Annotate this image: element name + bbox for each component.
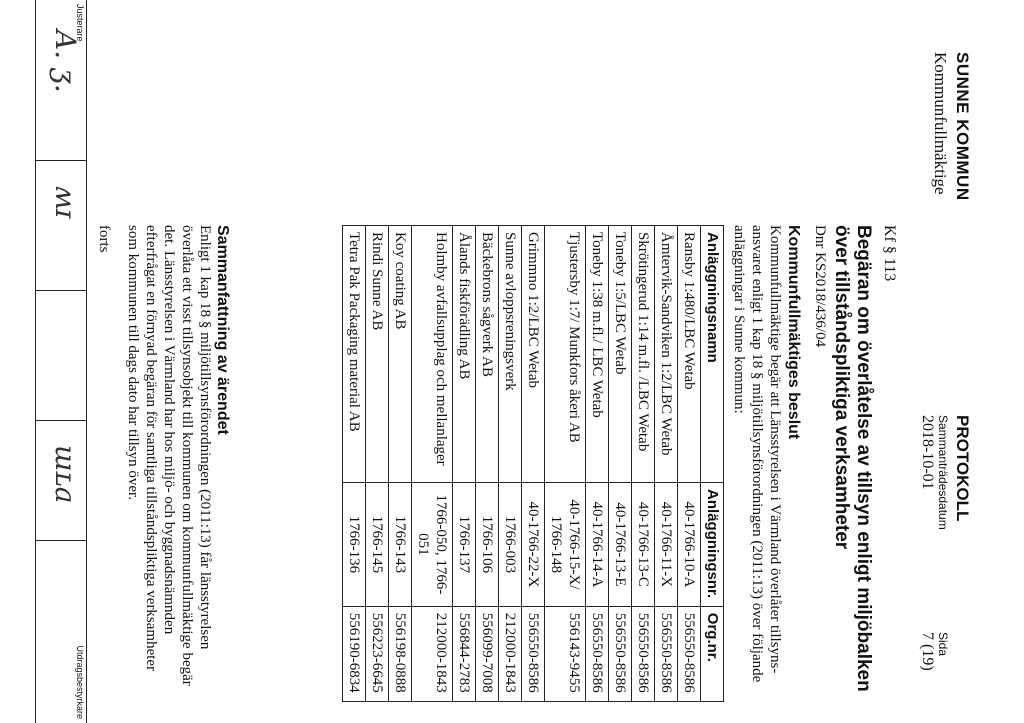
cell-facility-nr: 40-1766-11-X xyxy=(655,483,678,607)
page-title: Begäran om överlåtelse av tillsyn enligt miljöbalken över tillståndspliktiga verksamheter xyxy=(831,225,874,692)
cell-org-nr: 556550-8586 xyxy=(678,606,701,701)
cell-name: Bäckebrons sågverk AB xyxy=(476,226,499,483)
cell-name: Grimmno 1:2/LBC Wetab xyxy=(522,226,545,483)
cell-org-nr: 556223-6645 xyxy=(366,606,389,701)
cell-facility-nr: 1766-137 xyxy=(453,483,476,607)
cell-name: Ålands fiskförädling AB xyxy=(453,226,476,483)
cell-org-nr: 212000-1843 xyxy=(412,606,453,701)
cell-facility-nr: 1766-145 xyxy=(366,483,389,607)
org-name: SUNNE KOMMUN xyxy=(953,52,972,201)
signature-initials-4: ɯʟa xyxy=(49,445,82,504)
cell-facility-nr: 1766-003 xyxy=(499,483,522,607)
table-header-row xyxy=(701,226,724,702)
table-row xyxy=(522,226,545,702)
cell-org-nr: 556198-0888 xyxy=(389,606,412,701)
page-label: Sida xyxy=(936,632,950,657)
cell-name: Ransby 1:480/LBC Wetab xyxy=(678,226,701,483)
cell-org-nr: 556844-2783 xyxy=(453,606,476,701)
meeting-date: 2018-10-01 xyxy=(919,415,936,490)
facilities-table xyxy=(342,225,724,702)
col-header-name: Anläggningsnamn xyxy=(701,226,724,483)
cell-name: Åmtervik-Sandviken 1:2/LBC Wetab xyxy=(655,226,678,483)
table-row xyxy=(655,226,678,702)
cell-org-nr: 556550-8586 xyxy=(609,606,632,701)
cell-name: Tetra Pak Packaging material AB xyxy=(343,226,366,483)
decision-text: Kommunfullmäktige begär att Länsstyrelsen i Värmland överlåter tillsyns-ansvaret enligt 1 kap 18 § miljötillsynsförordningen (2011:13) över följande anläggningar i Sunne kommun: xyxy=(731,225,783,683)
cell-name: Toneby 1:38 m.fl./ LBC Wetab xyxy=(586,226,609,483)
table-row xyxy=(545,226,586,702)
cell-facility-nr: 40-1766-14-A xyxy=(586,483,609,607)
cell-facility-nr: 1766-143 xyxy=(389,483,412,607)
table-row xyxy=(343,226,366,702)
table-row xyxy=(453,226,476,702)
date-label: Sammanträdesdatum xyxy=(936,415,950,530)
cell-name: Rindi Sunne AB xyxy=(366,226,389,483)
table-row xyxy=(366,226,389,702)
table-row xyxy=(586,226,609,702)
cell-facility-nr: 1766-050, 1766-051 xyxy=(412,483,453,607)
diary-number: Dnr KS2018/436/04 xyxy=(812,225,828,348)
signature-box-2 xyxy=(36,160,86,291)
cell-name: Sunne avloppsreningsverk xyxy=(499,226,522,483)
cell-facility-nr: 40-1766-10-A xyxy=(678,483,701,607)
table-row xyxy=(632,226,655,702)
cell-org-nr: 556550-8586 xyxy=(522,606,545,701)
certifier-label: Utdragsbestyrkare xyxy=(75,645,85,719)
signature-box-4 xyxy=(36,420,86,541)
page-number: 7 (19) xyxy=(919,632,936,671)
cell-org-nr: 556550-8586 xyxy=(655,606,678,701)
signature-initials-2: ʍɪ xyxy=(49,185,82,218)
cell-name: Tjustersby 1:7/ Munkfors åkeri AB xyxy=(545,226,586,483)
paragraph-ref: Kf § 113 xyxy=(881,225,898,282)
cell-facility-nr: 40-1766-22-X xyxy=(522,483,545,607)
table-row xyxy=(412,226,453,702)
signer-label: Justerare xyxy=(75,4,85,42)
signature-box-3 xyxy=(36,290,86,421)
signature-strip xyxy=(35,0,87,723)
cell-name: Toneby 1:5/LBC Wetab xyxy=(609,226,632,483)
signature-initials-1: A. ʒ. xyxy=(49,30,82,93)
cell-org-nr: 556550-8586 xyxy=(632,606,655,701)
cell-name: Koy coating AB xyxy=(389,226,412,483)
decision-heading: Kommunfullmäktiges beslut xyxy=(785,225,802,440)
cell-org-nr: 556190-6834 xyxy=(343,606,366,701)
cell-name: Holmby avfallsupplag och mellanlager xyxy=(412,226,453,483)
table-row xyxy=(678,226,701,702)
table-body xyxy=(343,226,701,702)
cell-facility-nr: 40-1766-13-C xyxy=(632,483,655,607)
cell-facility-nr: 40-1766-13-E xyxy=(609,483,632,607)
cell-org-nr: 556143-9455 xyxy=(545,606,586,701)
signature-box-1 xyxy=(36,0,86,161)
cell-org-nr: 556550-8586 xyxy=(586,606,609,701)
col-header-org: Org.nr. xyxy=(701,606,724,701)
summary-text: Enligt 1 kap 18 § miljötillsynsförordningen (2011:13) får länsstyrelsen överlåta ett visst tillsynsobjekt till kommunen om kommunfullmäktige begär det. Länsstyrelsen i Värmland har hos miljö- och byggnadsnämnden efterfrågat en förnyad begäran för samtliga tillståndspliktiga verksamheter som kommunen till dags dato har tillsyn över. xyxy=(125,225,213,686)
signature-box-5 xyxy=(36,540,86,723)
org-body: Kommunfullmäktige xyxy=(931,52,950,195)
cell-org-nr: 212000-1843 xyxy=(499,606,522,701)
cell-facility-nr: 1766-136 xyxy=(343,483,366,607)
table-row xyxy=(609,226,632,702)
cell-name: Skrötingerud 1:14 m.fl. /LBC Wetab xyxy=(632,226,655,483)
summary-heading: Sammanfattning av ärendet xyxy=(214,225,231,435)
doc-type: PROTOKOLL xyxy=(953,415,972,522)
cell-facility-nr: 1766-106 xyxy=(476,483,499,607)
continued-note: forts xyxy=(96,225,112,253)
cell-org-nr: 556099-7008 xyxy=(476,606,499,701)
table-row xyxy=(499,226,522,702)
cell-facility-nr: 40-1766-15-X/ 1766-148 xyxy=(545,483,586,607)
col-header-nr: Anläggningsnr. xyxy=(701,483,724,607)
table-row xyxy=(389,226,412,702)
table-row xyxy=(476,226,499,702)
